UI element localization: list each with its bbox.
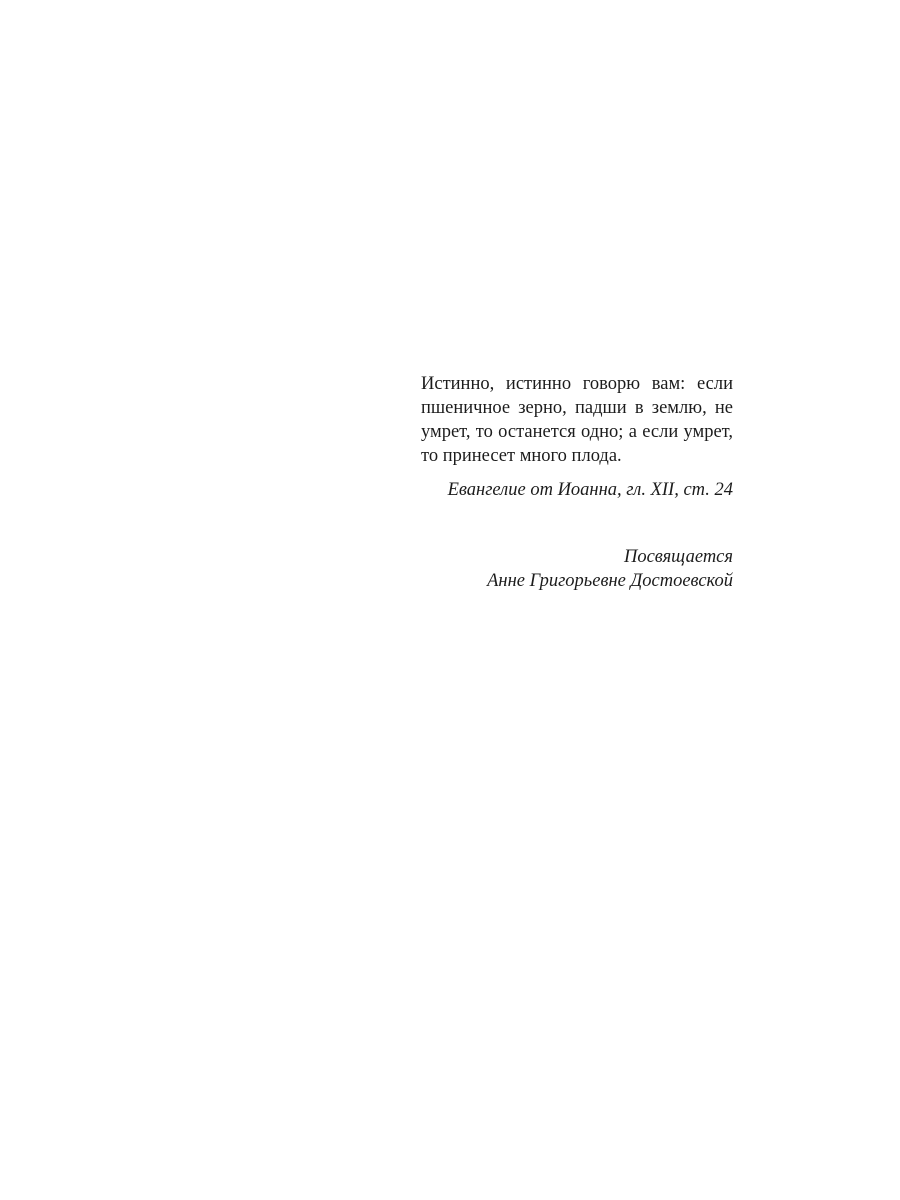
epigraph-line-3: умрет, то останется одно; а если умрет,: [421, 422, 733, 442]
epigraph-attribution: Евангелие от Иоанна, гл. XII, ст. 24: [447, 480, 733, 500]
dedication: [421, 545, 733, 593]
epigraph-line-1: Истинно, истинно говорю вам: если: [421, 374, 733, 394]
dedication-line-2: Анне Григорьевне Достоевской: [487, 571, 733, 591]
dedication-line-1: Посвящается: [623, 547, 733, 567]
epigraph-line-2: пшеничное зерно, падши в землю, не: [421, 398, 733, 418]
epigraph-line-4: то принесет много плода.: [421, 446, 622, 466]
epigraph: [421, 372, 733, 593]
